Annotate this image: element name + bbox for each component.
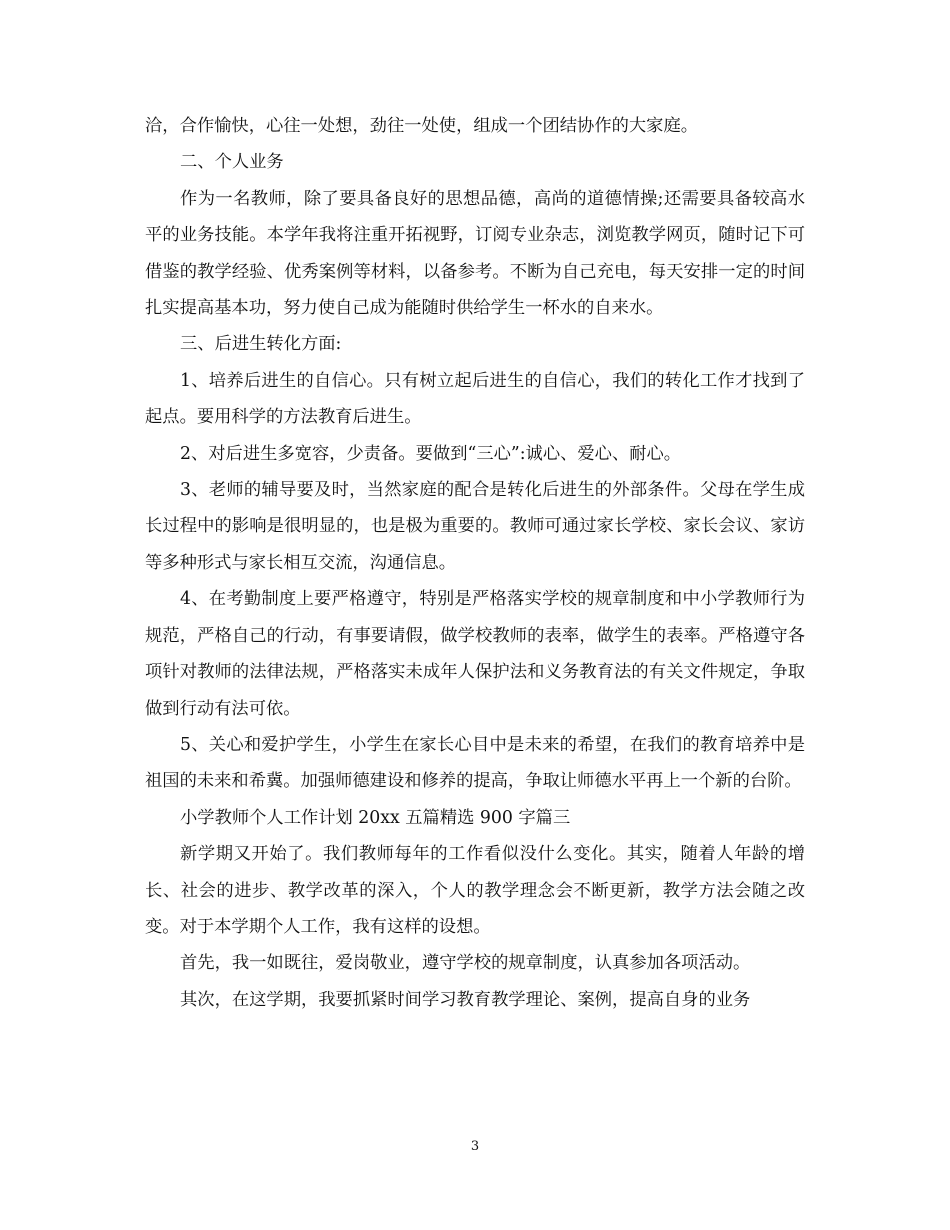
section-title-part-three: 小学教师个人工作计划 20xx 五篇精选 900 字篇三 bbox=[180, 807, 571, 828]
paragraph-continuation: 洽，合作愉快，心往一处想，劲往一处使，组成一个团结协作的大家庭。 bbox=[145, 116, 699, 136]
list-item-5: 5、关心和爱护学生，小学生在家长心目中是未来的希望，在我们的教育培养中是祖国的未来和希冀。加强师德建设和修养的提高，争取让师德水平再上一个新的台阶。 bbox=[145, 734, 805, 792]
list-item-4: 4、在考勤制度上要严格遵守，特别是严格落实学校的规章制度和中小学教师行为规范，严格自己的行动，有事要请假，做学校教师的表率，做学生的表率。严格遵守各项针对教师的法律法规，严格落实未成年人保护法和义务教育法的有关文件规定，争取做到行动有法可依。 bbox=[145, 589, 805, 719]
page-number: 3 bbox=[470, 1139, 480, 1154]
paragraph-first: 首先，我一如既往，爱岗敬业，遵守学校的规章制度，认真参加各项活动。 bbox=[180, 953, 751, 974]
list-item-3: 3、老师的辅导要及时，当然家庭的配合是转化后进生的外部条件。父母在学生成长过程中的影响是很明显的，也是极为重要的。教师可通过家长学校、家长会议、家访等多种形式与家长相互交流，沟通信息。 bbox=[145, 480, 805, 573]
paragraph-second: 其次，在这学期，我要抓紧时间学习教育教学理论、案例，提高自身的业务 bbox=[180, 989, 751, 1010]
section-heading-personal-work: 二、个人业务 bbox=[180, 152, 284, 173]
list-item-2: 2、对后进生多宽容，少责备。要做到“三心”:诚心、爱心、耐心。 bbox=[180, 443, 682, 464]
document-body bbox=[145, 108, 805, 1018]
list-item-1: 1、培养后进生的自信心。只有树立起后进生的自信心，我们的转化工作才找到了起点。要用科学的方法教育后进生。 bbox=[145, 370, 805, 428]
section-heading-student-transformation: 三、后进生转化方面: bbox=[180, 334, 342, 355]
paragraph-personal-work: 作为一名教师，除了要具备良好的思想品德，高尚的道德情操;还需要具备较高水平的业务技能。本学年我将注重开拓视野，订阅专业杂志，浏览教学网页，随时记下可借鉴的教学经验、优秀案例等材料，以备参考。不断为自己充电，每天安排一定的时间扎实提高基本功，努力使自己成为能随时供给学生一杯水的自来水。 bbox=[145, 188, 805, 319]
paragraph-new-semester: 新学期又开始了。我们教师每年的工作看似没什么变化。其实，随着人年龄的增长、社会的进步、教学改革的深入，个人的教学理念会不断更新，教学方法会随之改变。对于本学期个人工作，我有这样的设想。 bbox=[145, 844, 805, 937]
